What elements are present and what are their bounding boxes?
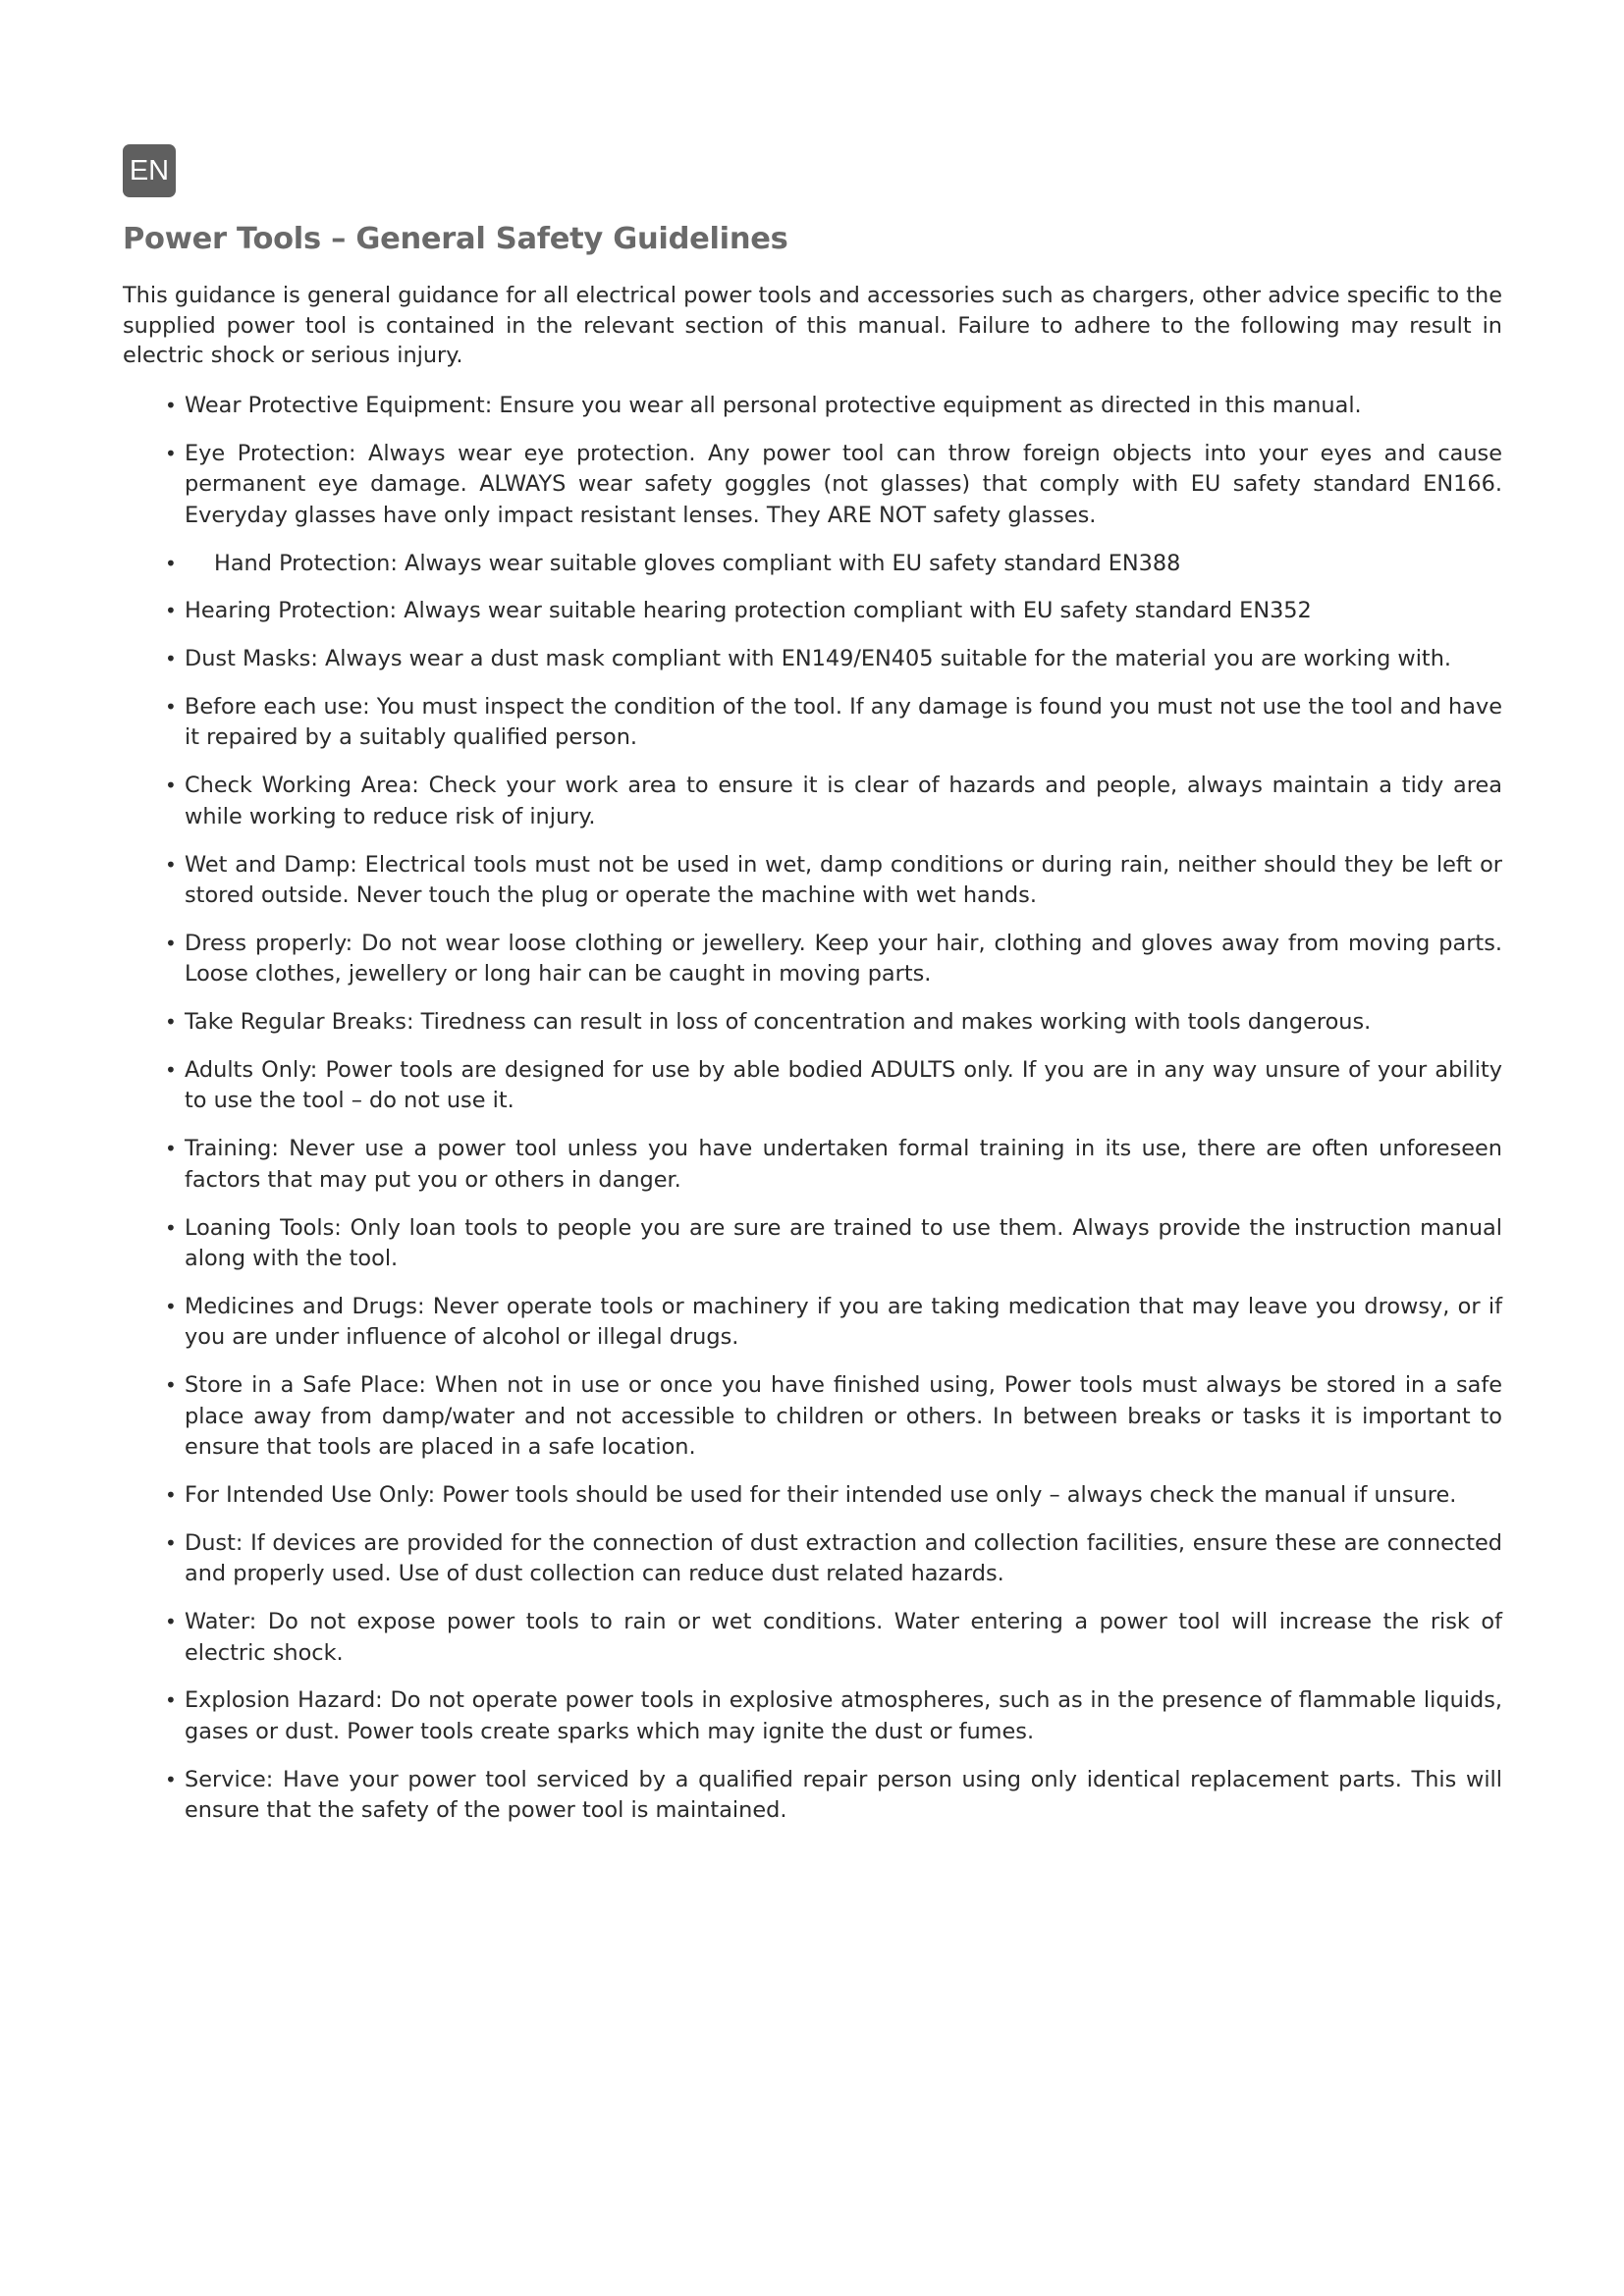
list-item [123, 1370, 1502, 1464]
list-item [123, 1528, 1502, 1590]
bullet-icon: • [165, 1215, 177, 1240]
bullet-icon: • [165, 1137, 177, 1161]
bullet-icon: • [165, 441, 177, 465]
list-item-text: Check Working Area: Check your work area to ensure it is clear of hazards and people, always maintain a tidy area while working to reduce risk of injury. [185, 773, 1502, 829]
bullet-icon: • [165, 1530, 177, 1555]
list-item [123, 596, 1502, 627]
bullet-icon: • [165, 551, 177, 575]
list-item-text: Medicines and Drugs: Never operate tools or machinery if you are taking medication that may leave you drowsy, or if you are under influence of alcohol or illegal drugs. [185, 1293, 1502, 1351]
bullet-icon: • [165, 647, 177, 671]
list-item [123, 929, 1502, 990]
bullet-icon: • [165, 774, 177, 798]
bullet-icon: • [165, 852, 177, 877]
list-item-text: Explosion Hazard: Do not operate power tools in explosive atmospheres, such as in the presence of flammable liquids, gases or dust. Power tools create sparks which may ignite the dust or fumes. [185, 1687, 1502, 1744]
list-item [123, 1480, 1502, 1512]
bullet-icon: • [165, 1767, 177, 1791]
list-item [123, 1007, 1502, 1039]
bullet-icon: • [165, 1057, 177, 1082]
bullet-icon: • [165, 394, 177, 417]
list-item [123, 439, 1502, 532]
list-item-text: For Intended Use Only: Power tools should be used for their intended use only – always check the manual if unsure. [185, 1481, 1457, 1508]
list-item [123, 1292, 1502, 1354]
page-title: Power Tools – General Safety Guidelines [123, 222, 788, 256]
bullet-icon: • [165, 1294, 177, 1318]
bullet-icon: • [165, 1610, 177, 1634]
bullet-icon: • [165, 1010, 177, 1035]
list-item [123, 692, 1502, 754]
bullet-icon: • [165, 599, 177, 623]
list-item-text: Hearing Protection: Always wear suitable hearing protection compliant with EU safety standard EN352 [185, 598, 1312, 624]
list-item-text: Eye Protection: Always wear eye protection. Any power tool can throw foreign objects into your eyes and cause permanent eye damage. ALWAYS wear safety goggles (not glasses) that comply with EU safety standard EN166. Everyday glasses have only impact resistant lenses. They ARE NOT safety glasses. [185, 440, 1502, 528]
list-item-text: Training: Never use a power tool unless you have undertaken formal training in its use, there are often unforeseen factors that may put you or others in danger. [185, 1136, 1502, 1193]
list-item-text: Hand Protection: Always wear suitable gloves compliant with EU safety standard EN388 [214, 550, 1181, 576]
list-item-text: Wear Protective Equipment: Ensure you wear all personal protective equipment as directed in this manual. [185, 393, 1362, 418]
bullet-icon: • [165, 694, 177, 719]
list-item [123, 850, 1502, 912]
list-item [123, 1685, 1502, 1747]
list-item-text: Take Regular Breaks: Tiredness can result in loss of concentration and makes working with tools dangerous. [185, 1009, 1372, 1036]
list-item-text: Store in a Safe Place: When not in use or once you have finished using, Power tools must always be stored in a safe place away from damp/water and not accessible to children or others. In between breaks or tasks it is important to ensure that tools are placed in a safe location. [185, 1372, 1502, 1461]
list-item [123, 549, 1502, 580]
bullet-icon: • [165, 931, 177, 955]
list-item-text: Adults Only: Power tools are designed for use by able bodied ADULTS only. If you are in any way unsure of your ability to use the tool – do not use it. [185, 1056, 1502, 1114]
bullet-icon: • [165, 1482, 177, 1507]
language-badge: EN [123, 144, 176, 197]
bullet-icon: • [165, 1688, 177, 1713]
list-item-text: Dust Masks: Always wear a dust mask compliant with EN149/EN405 suitable for the material you are working with. [185, 646, 1452, 672]
list-item-text: Dress properly: Do not wear loose clothing or jewellery. Keep your hair, clothing and gloves away from moving parts. Loose clothes, jewellery or long hair can be caught in moving parts. [185, 930, 1502, 988]
list-item [123, 1213, 1502, 1275]
list-item [123, 771, 1502, 832]
list-item-text: Water: Do not expose power tools to rain or wet conditions. Water entering a power tool will increase the risk of electric shock. [185, 1609, 1502, 1666]
list-item-text: Before each use: You must inspect the condition of the tool. If any damage is found you must not use the tool and have it repaired by a suitably qualified person. [185, 693, 1502, 751]
list-item [123, 1607, 1502, 1669]
list-item [123, 1134, 1502, 1196]
list-item [123, 391, 1502, 422]
intro-paragraph: This guidance is general guidance for all electrical power tools and accessories such as chargers, other advice specific to the supplied power tool is contained in the relevant section of this manual. Failure to adhere to the following may result in electric shock or serious injury. [123, 283, 1502, 368]
safety-guidelines-list [123, 391, 1502, 1843]
list-item-text: Service: Have your power tool serviced by a qualified repair person using only identical replacement parts. This will ensure that the safety of the power tool is maintained. [185, 1766, 1502, 1824]
bullet-icon: • [165, 1373, 177, 1398]
list-item [123, 1765, 1502, 1827]
list-item [123, 644, 1502, 675]
list-item [123, 1055, 1502, 1117]
list-item-text: Dust: If devices are provided for the connection of dust extraction and collection facilities, ensure these are connected and properly used. Use of dust collection can reduce dust related hazards. [185, 1529, 1502, 1587]
list-item-text: Wet and Damp: Electrical tools must not be used in wet, damp conditions or during rain, neither should they be left or stored outside. Never touch the plug or operate the machine with wet hands. [185, 851, 1502, 909]
list-item-text: Loaning Tools: Only loan tools to people you are sure are trained to use them. Always provide the instruction manual along with the tool. [185, 1214, 1502, 1272]
